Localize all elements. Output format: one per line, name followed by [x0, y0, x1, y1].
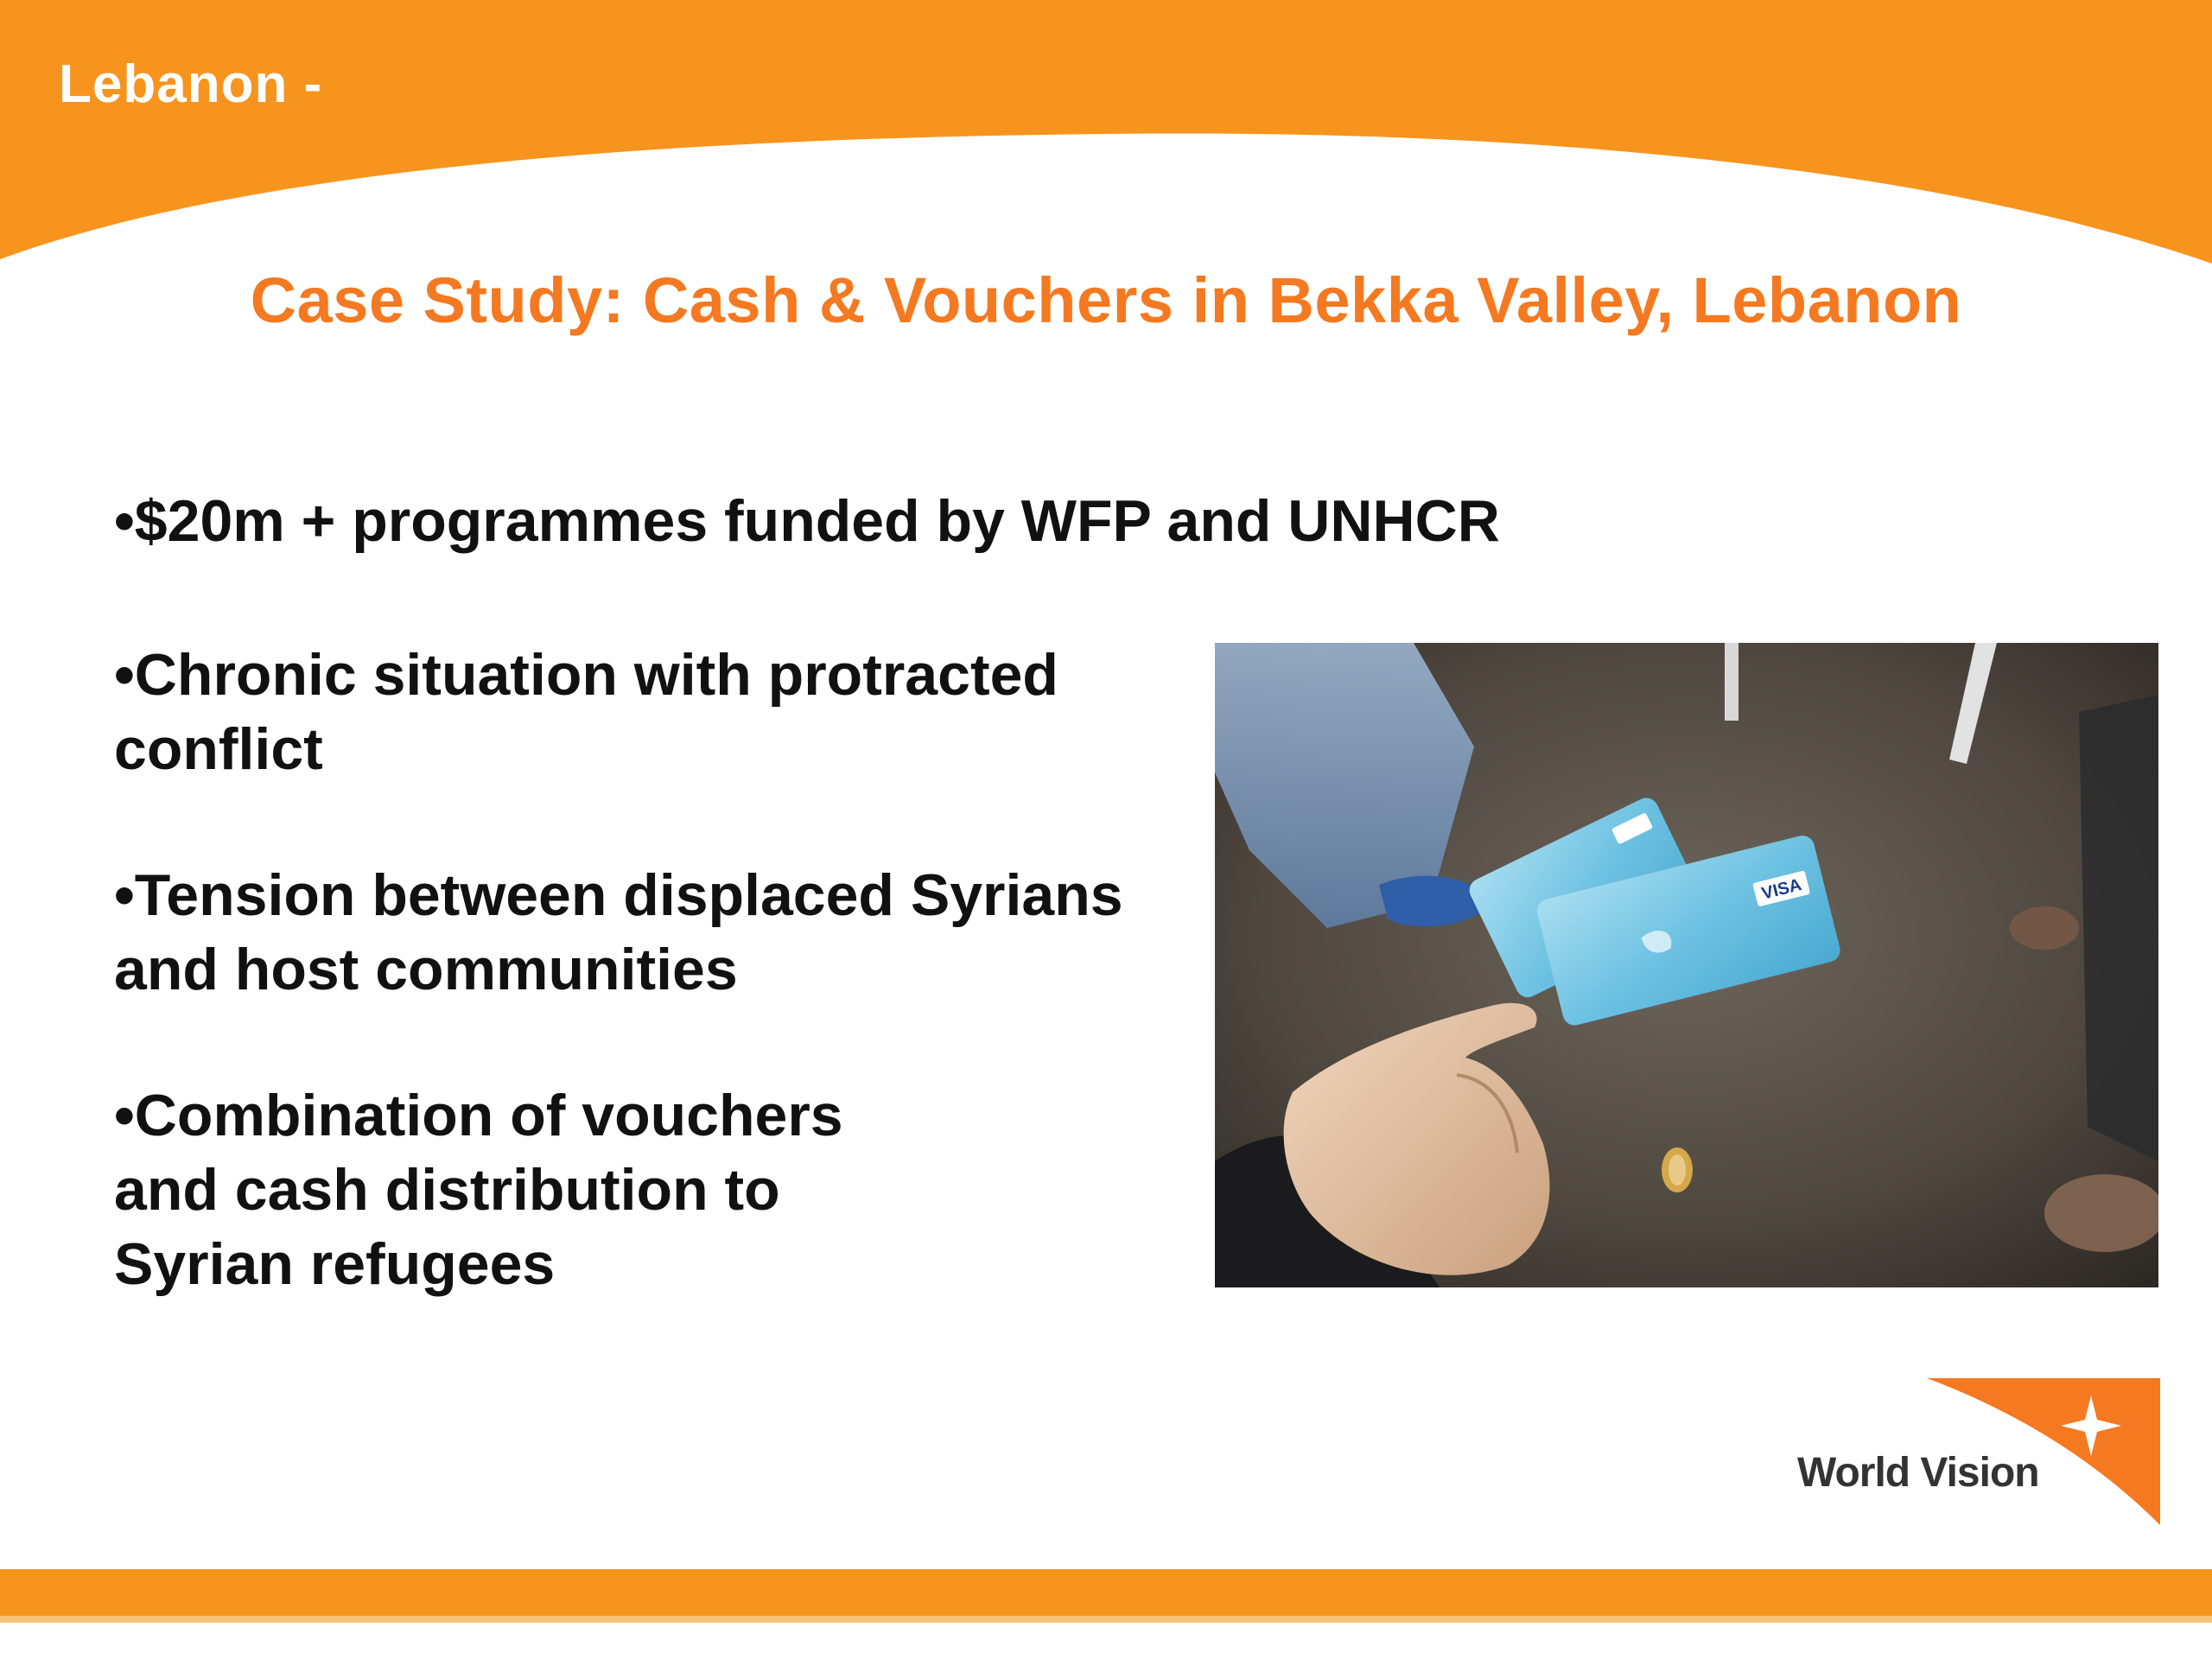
bullet-funding: •$20m + programmes funded by WFP and UNHCR	[114, 488, 1500, 554]
world-vision-logo	[1780, 1378, 2160, 1525]
footer-line	[0, 1616, 2212, 1623]
bullet-combination: •Combination of vouchers and cash distribution to Syrian refugees	[114, 1083, 843, 1297]
bullet-tension: •Tension between displaced Syrians and host communities	[114, 862, 1123, 1002]
bullet-chronic-situation: •Chronic situation with protracted conflict	[114, 642, 1058, 782]
footer-bar	[0, 1569, 2212, 1616]
header-band	[0, 0, 2212, 276]
header-label: Lebanon -	[59, 54, 323, 114]
card-brand-label: VISA	[1759, 875, 1804, 904]
slide-title: Case Study: Cash & Vouchers in Bekka Valley, Lebanon	[250, 264, 1962, 336]
logo-wordmark: World Vision	[1797, 1450, 2039, 1496]
photo-cash-cards	[1215, 643, 2158, 1287]
